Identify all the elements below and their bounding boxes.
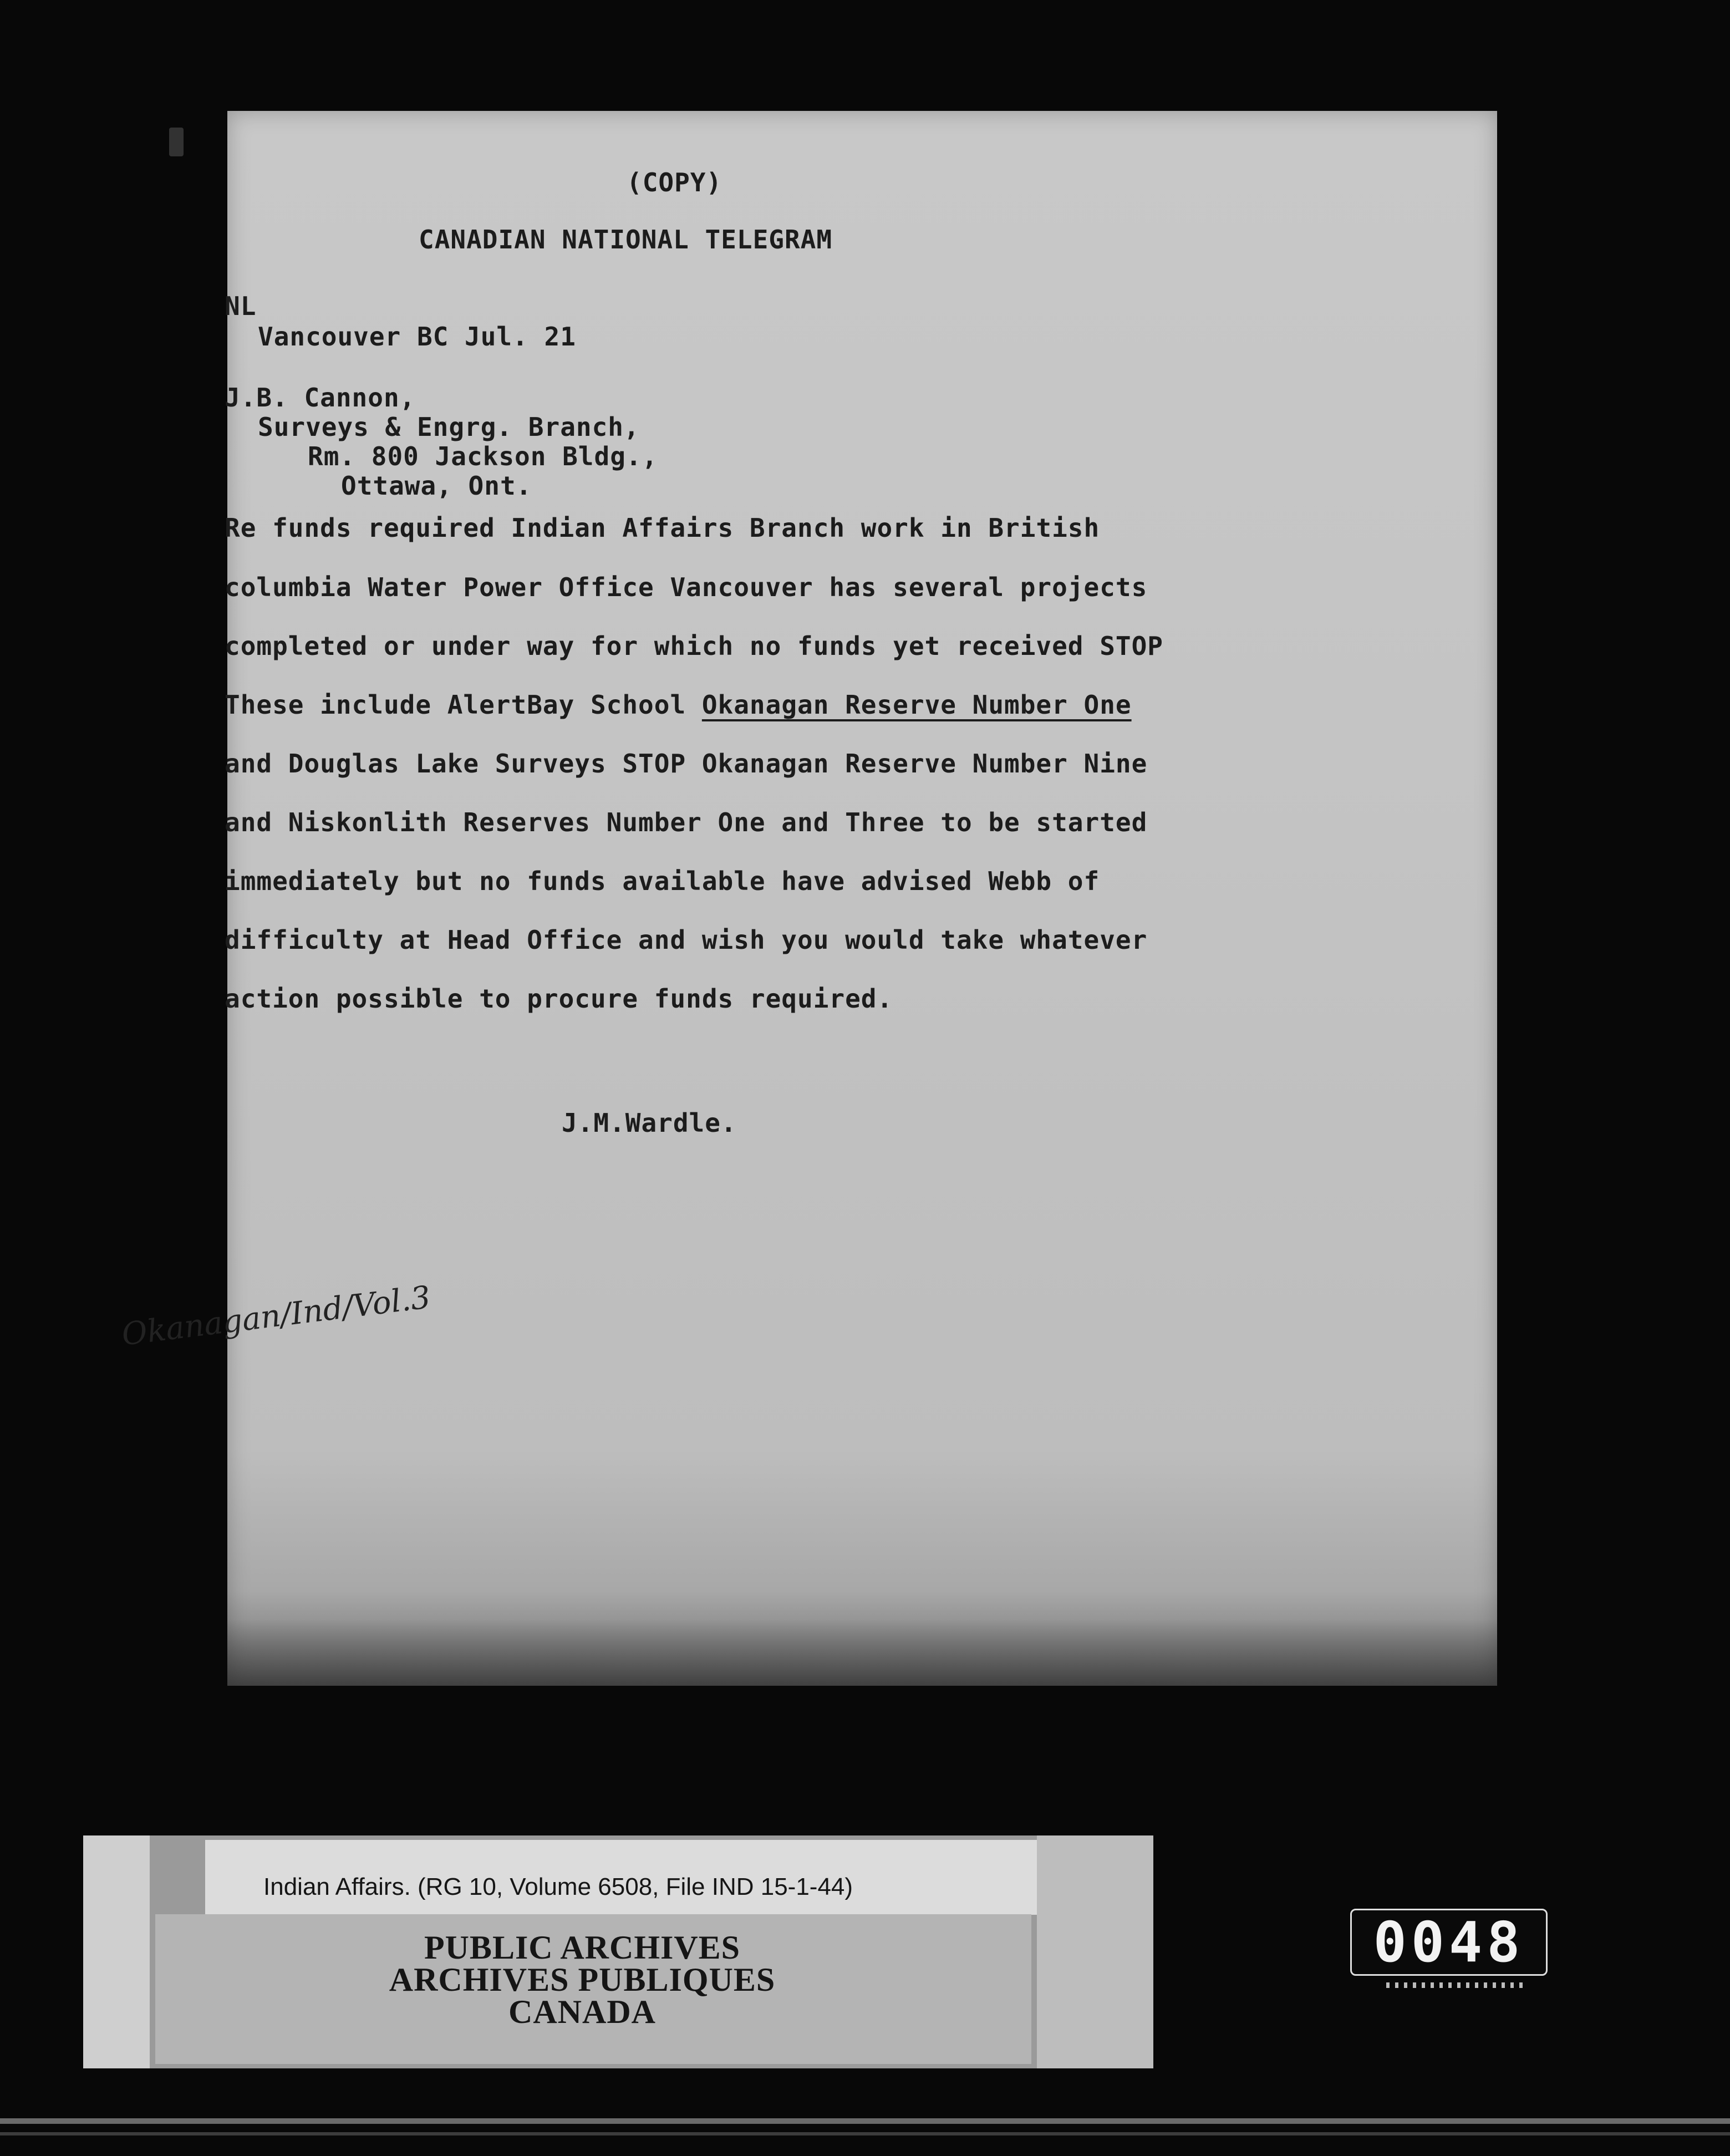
page-shadow xyxy=(227,1619,1497,1686)
telegram-title: CANADIAN NATIONAL TELEGRAM xyxy=(419,225,833,255)
stamp-line: ARCHIVES PUBLIQUES xyxy=(389,1961,776,1998)
address-line: Ottawa, Ont. xyxy=(341,471,532,501)
copy-label: (COPY) xyxy=(627,167,722,197)
label-right-tab xyxy=(1037,1835,1153,2068)
body-text: These include AlertBay School xyxy=(225,690,702,720)
body-line: completed or under way for which no funds yet received STOP xyxy=(225,631,1163,661)
body-line: immediately but no funds available have advised Webb of xyxy=(225,866,1100,896)
signature: J.M.Wardle. xyxy=(562,1108,737,1138)
body-line: difficulty at Head Office and wish you would take whatever xyxy=(225,925,1148,955)
body-line: and Douglas Lake Surveys STOP Okanagan Reserve Number Nine xyxy=(225,749,1148,779)
staple-mark xyxy=(169,128,184,156)
archive-reference: Indian Affairs. (RG 10, Volume 6508, File IND 15-1-44) xyxy=(263,1873,853,1900)
body-line xyxy=(225,690,1132,720)
address-line: Surveys & Engrg. Branch, xyxy=(258,412,640,442)
stamp-line: PUBLIC ARCHIVES xyxy=(424,1929,741,1966)
body-line: and Niskonlith Reserves Number One and Three to be started xyxy=(225,807,1148,837)
underlined-reserve-name: Okanagan Reserve Number One xyxy=(701,690,1132,720)
telegram-code: NL xyxy=(225,291,257,321)
address-line: Rm. 800 Jackson Bldg., xyxy=(308,441,658,471)
film-edge xyxy=(0,2118,1730,2124)
body-line: Re funds required Indian Affairs Branch work in British xyxy=(225,513,1100,543)
body-line: action possible to procure funds required. xyxy=(225,984,893,1014)
origin-line: Vancouver BC Jul. 21 xyxy=(258,322,576,352)
label-left-band xyxy=(83,1835,150,2068)
frame-number: 0048 xyxy=(1350,1909,1548,1976)
film-edge xyxy=(0,2132,1730,2135)
address-line: J.B. Cannon, xyxy=(225,383,416,413)
stamp-line: CANADA xyxy=(508,1994,656,2030)
frame-ticks xyxy=(1386,1982,1525,1988)
handwritten-note: Okanagan/Ind/Vol.3 xyxy=(120,1279,432,1353)
body-line: columbia Water Power Office Vancouver has several projects xyxy=(225,572,1148,602)
